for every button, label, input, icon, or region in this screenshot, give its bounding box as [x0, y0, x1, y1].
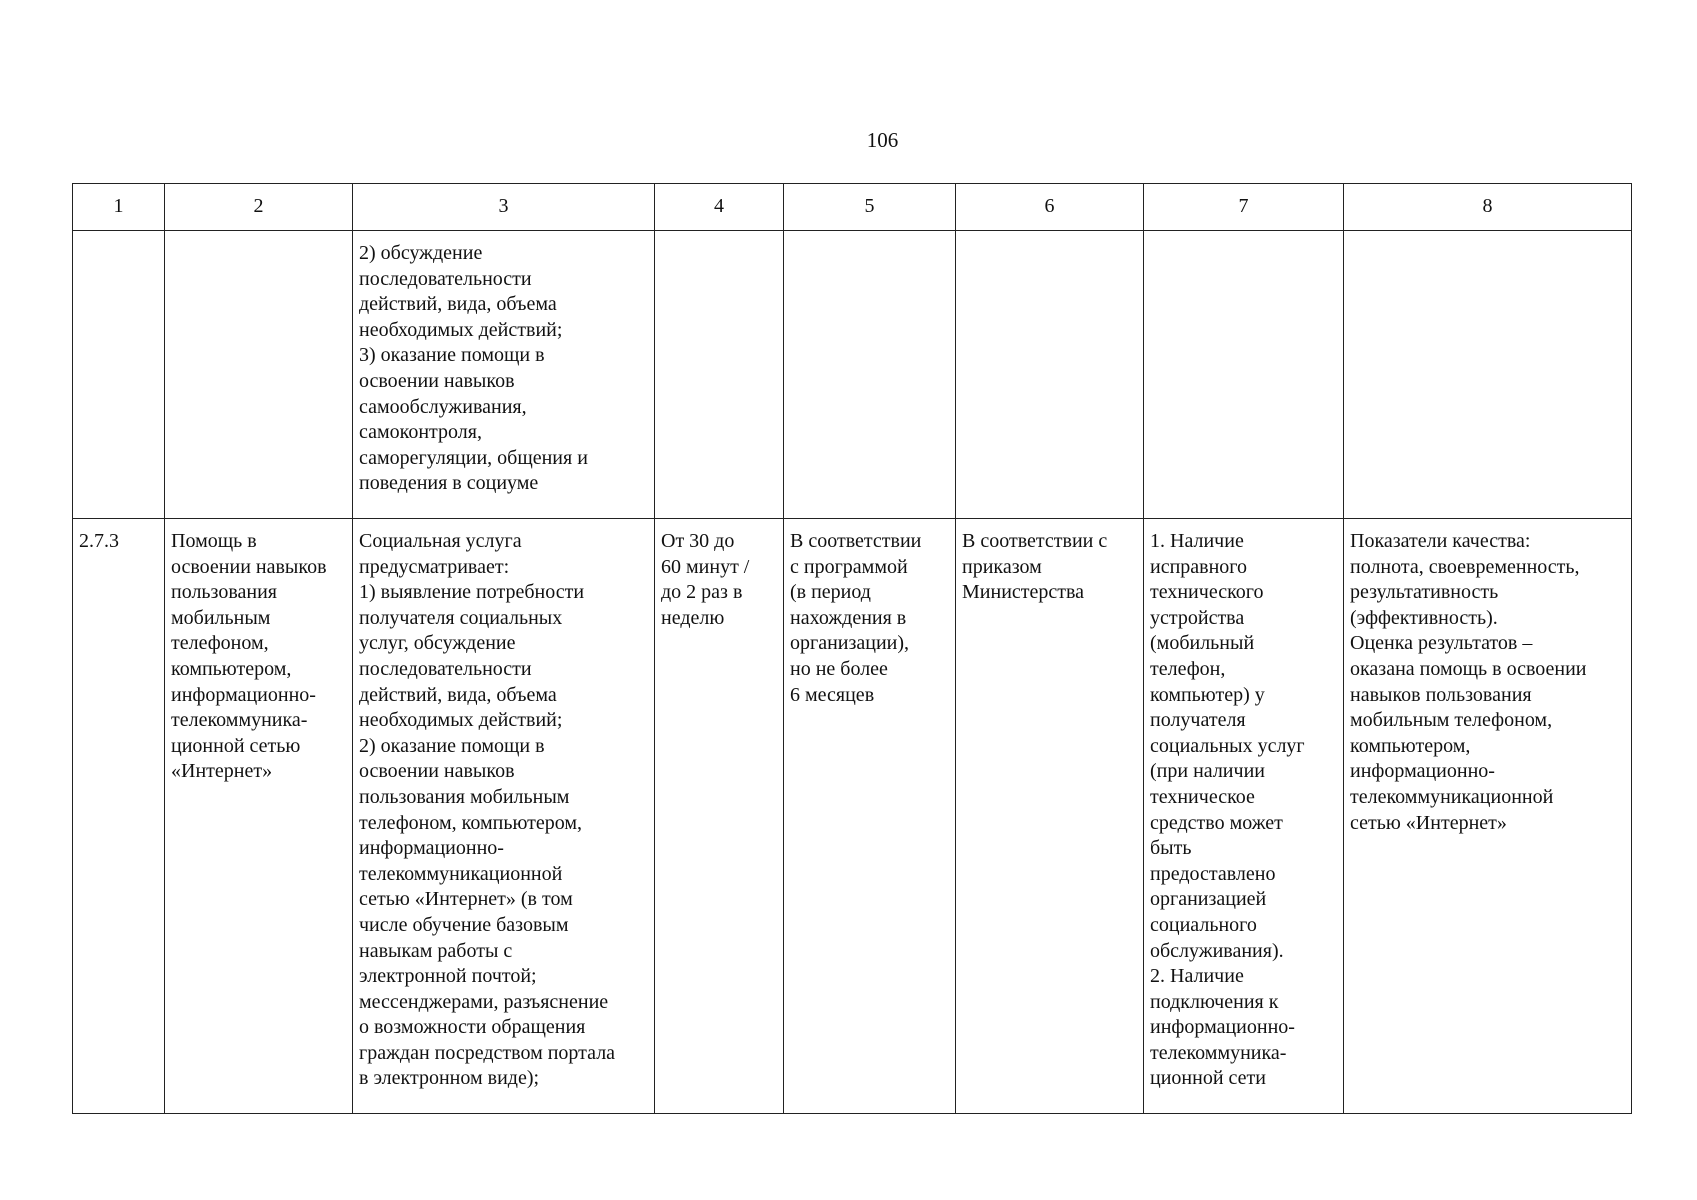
column-number-4: 4	[655, 184, 784, 231]
cell-service-name: Помощь в освоении навыков пользования мобильным телефоном, компьютером, информационно- телекоммуника- ционной сетью «Интернет»	[165, 519, 353, 1114]
cell-term	[784, 231, 956, 519]
cell-duration	[655, 231, 784, 519]
cell-description: Социальная услуга предусматривает: 1) выявление потребности получателя социальных услуг, обсуждение последовательности действий, вида, объема необходимых действий; 2) оказание помощи в освоении навыков пользования мобильным телефоном, компьютером, информационно- телекоммуникационной сетью «Интернет» (в том числе обучение базовым навыкам работы с электронной почтой; мессенджерами, разъяснение о возможности обращения граждан посредством портала в электронном виде);	[353, 519, 655, 1114]
column-number-7: 7	[1144, 184, 1344, 231]
services-table	[72, 183, 1632, 1114]
cell-tariff: В соответствии с приказом Министерства	[956, 519, 1144, 1114]
cell-conditions	[1144, 231, 1344, 519]
cell-quality	[1344, 231, 1632, 519]
page-number: 106	[866, 128, 899, 152]
cell-description: 2) обсуждение последовательности действий, вида, объема необходимых действий; 3) оказание помощи в освоении навыков самообслуживания, самоконтроля, саморегуляции, общения и поведения в социуме	[353, 231, 655, 519]
column-number-8: 8	[1344, 184, 1632, 231]
cell-duration: От 30 до 60 минут / до 2 раз в неделю	[655, 519, 784, 1114]
cell-service-name	[165, 231, 353, 519]
column-number-5: 5	[784, 184, 956, 231]
cell-term: В соответствии с программой (в период нахождения в организации), но не более 6 месяцев	[784, 519, 956, 1114]
cell-tariff	[956, 231, 1144, 519]
cell-code: 2.7.3	[73, 519, 165, 1114]
cell-quality: Показатели качества: полнота, своевременность, результативность (эффективность). Оценка результатов – оказана помощь в освоении навыков пользования мобильным телефоном, компьютером, информационно- телекоммуникационной сетью «Интернет»	[1344, 519, 1632, 1114]
column-number-1: 1	[73, 184, 165, 231]
cell-code	[73, 231, 165, 519]
column-number-2: 2	[165, 184, 353, 231]
cell-conditions: 1. Наличие исправного технического устройства (мобильный телефон, компьютер) у получателя социальных услуг (при наличии техническое средство может быть предоставлено организацией социального обслуживания). 2. Наличие подключения к информационно- телекоммуника- ционной сети	[1144, 519, 1344, 1114]
table-row	[73, 231, 1632, 519]
column-number-6: 6	[956, 184, 1144, 231]
table-header-row	[73, 184, 1632, 231]
table-row	[73, 519, 1632, 1114]
column-number-3: 3	[353, 184, 655, 231]
